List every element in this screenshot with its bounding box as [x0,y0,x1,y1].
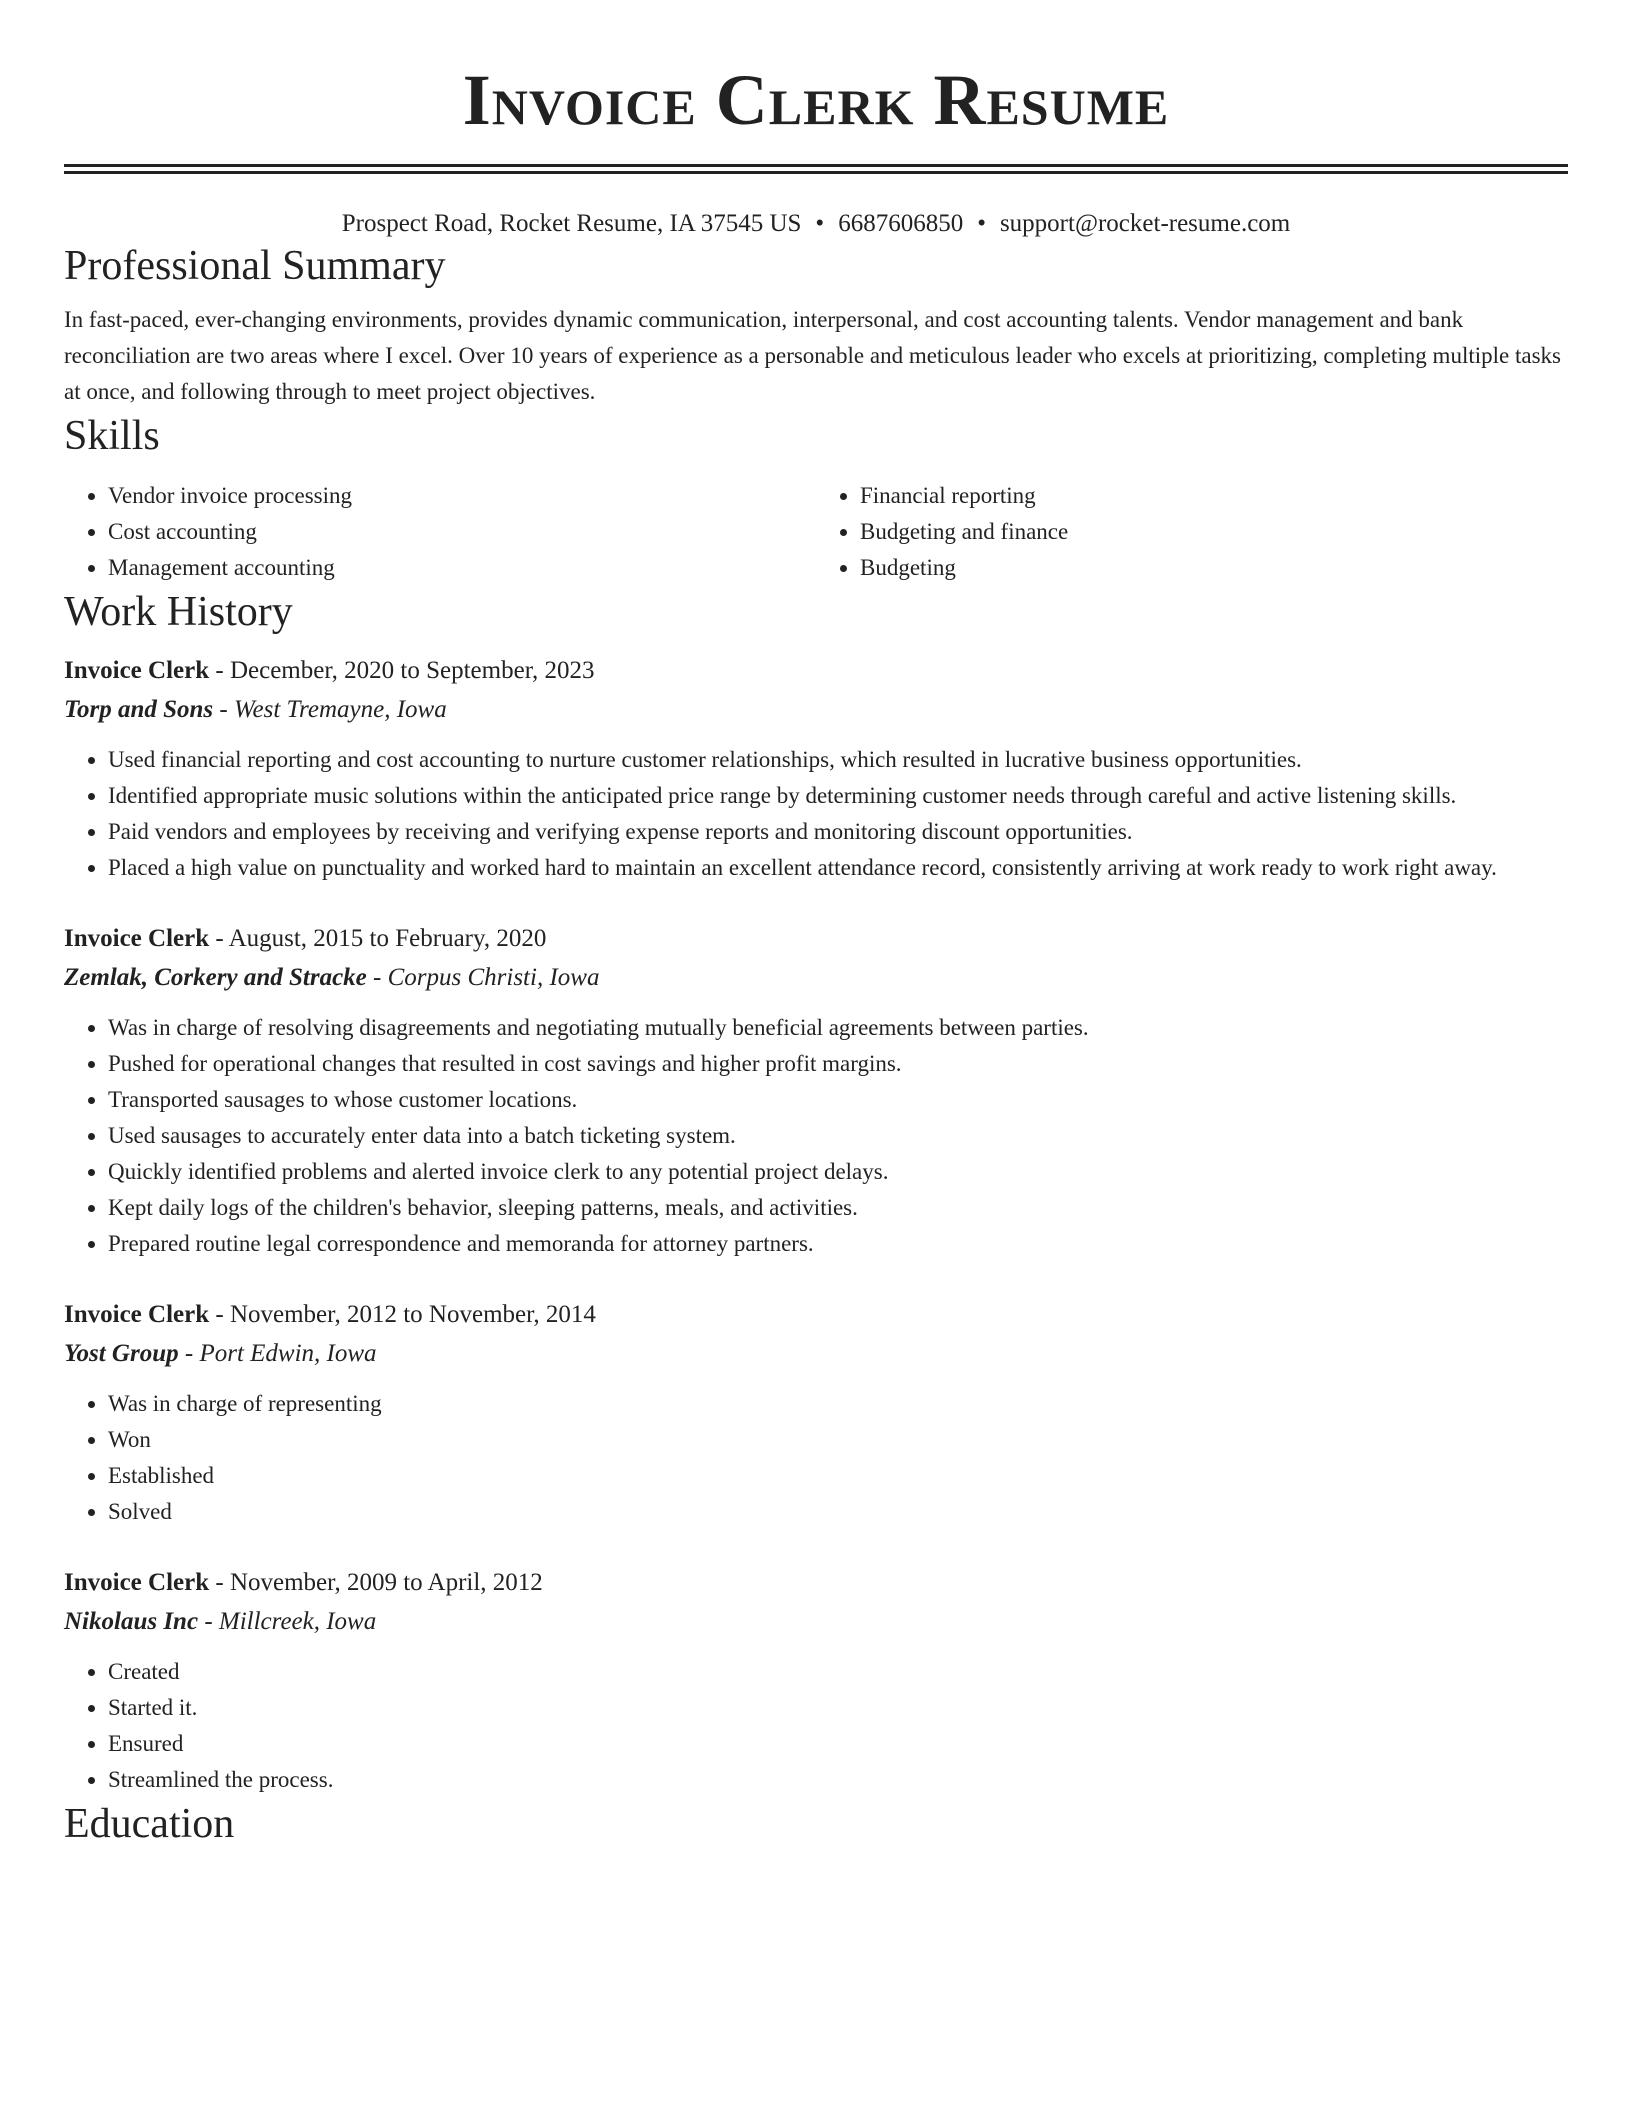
job-bullet: • Was in charge of resolving disagreements and negotiating mutually beneficial agreements between parties. [108,1010,1568,1046]
education-heading: Education [64,1801,235,1847]
contact-separator: • [815,210,825,237]
skill-item: • Vendor invoice processing [108,478,816,514]
company-line [64,958,1568,998]
summary-text: In fast-paced, ever-changing environments, provides dynamic communication, interpersonal, and cost accounting talents. Vendor management and bank reconciliation are two areas where I excel. Over 10 years of experience as a personable and meticulous leader who excels at prioritizing, completing multiple tasks at once, and following through to meet project objectives. [64,307,1561,404]
company-location: - Millcreek, Iowa [198,1608,377,1635]
job-dates: - November, 2009 to April, 2012 [209,1569,543,1596]
job-entry [64,652,1568,886]
company-name: Zemlak, Corkery and Stracke [64,964,367,991]
job-bullet: • Used financial reporting and cost accounting to nurture customer relationships, which resulted in lucrative business opportunities. [108,742,1568,778]
company-location: - West Tremayne, Iowa [213,696,447,723]
job-bullet: • Identified appropriate music solutions within the anticipated price range by determining customer needs through careful and active listening skills. [108,778,1568,814]
job-title: Invoice Clerk [64,657,210,684]
job-bullet: • Quickly identified problems and alerted invoice clerk to any potential project delays. [108,1154,1568,1190]
job-title-line [64,1564,1568,1602]
contact-line [64,208,1568,240]
contact-separator: • [977,210,986,237]
summary-heading: Professional Summary [64,243,446,289]
company-name: Nikolaus Inc [64,1608,199,1635]
job-bullet: • Kept daily logs of the children's behavior, sleeping patterns, meals, and activities. [108,1190,1568,1226]
title-divider [64,164,1568,174]
company-line [64,1334,1568,1374]
job-bullet: • Paid vendors and employees by receiving and verifying expense reports and monitoring discount opportunities. [108,814,1568,850]
company-line [64,690,1568,730]
contact-address: Prospect Road, Rocket Resume, IA 37545 US [341,210,802,237]
job-bullet: • Was in charge of representing [108,1386,1568,1422]
job-title: Invoice Clerk [64,1569,210,1596]
job-title: Invoice Clerk [64,1301,210,1328]
job-bullets [64,742,1568,886]
company-name: Torp and Sons [64,696,214,723]
job-bullet: • Ensured [108,1726,1568,1762]
company-line [64,1602,1568,1642]
job-bullet: • Streamlined the process. [108,1762,1568,1798]
skill-item: • Budgeting and finance [860,514,1568,550]
job-entry [64,920,1568,1262]
job-dates: - December, 2020 to September, 2023 [209,657,595,684]
job-bullet: • Prepared routine legal correspondence and memoranda for attorney partners. [108,1226,1568,1262]
job-title-line [64,1296,1568,1334]
resume-title: Invoice Clerk Resume [462,60,1170,140]
job-title: Invoice Clerk [64,925,210,952]
job-bullet: • Established [108,1458,1568,1494]
job-bullets [64,1654,1568,1798]
job-bullet: • Solved [108,1494,1568,1530]
job-bullet: • Created [108,1654,1568,1690]
job-bullet: • Won [108,1422,1568,1458]
skills-heading: Skills [64,413,160,459]
skills-column-right [816,478,1568,586]
skills-column-left [64,478,816,586]
job-bullet: • Transported sausages to whose customer locations. [108,1082,1568,1118]
job-bullet: • Used sausages to accurately enter data into a batch ticketing system. [108,1118,1568,1154]
job-entry [64,1296,1568,1530]
work-history-heading: Work History [64,589,293,635]
job-title-line [64,652,1568,690]
job-bullets [64,1010,1568,1262]
job-entry [64,1564,1568,1798]
job-bullet: • Pushed for operational changes that resulted in cost savings and higher profit margins. [108,1046,1568,1082]
skills-grid [64,478,1568,586]
job-bullet: • Started it. [108,1690,1568,1726]
job-bullet: • Placed a high value on punctuality and worked hard to maintain an excellent attendance record, consistently arriving at work ready to work right away. [108,850,1568,886]
job-dates: - November, 2012 to November, 2014 [209,1301,596,1328]
contact-email: support@rocket-resume.com [999,210,1291,237]
job-bullets [64,1386,1568,1530]
company-name: Yost Group [64,1340,179,1367]
skill-item: • Cost accounting [108,514,816,550]
company-location: - Port Edwin, Iowa [178,1340,377,1367]
skill-item: • Budgeting [860,550,1568,586]
skill-item: • Management accounting [108,550,816,586]
contact-phone: 6687606850 [838,210,964,237]
job-title-line [64,920,1568,958]
skill-item: • Financial reporting [860,478,1568,514]
job-dates: - August, 2015 to February, 2020 [209,925,547,952]
company-location: - Corpus Christi, Iowa [366,964,600,991]
